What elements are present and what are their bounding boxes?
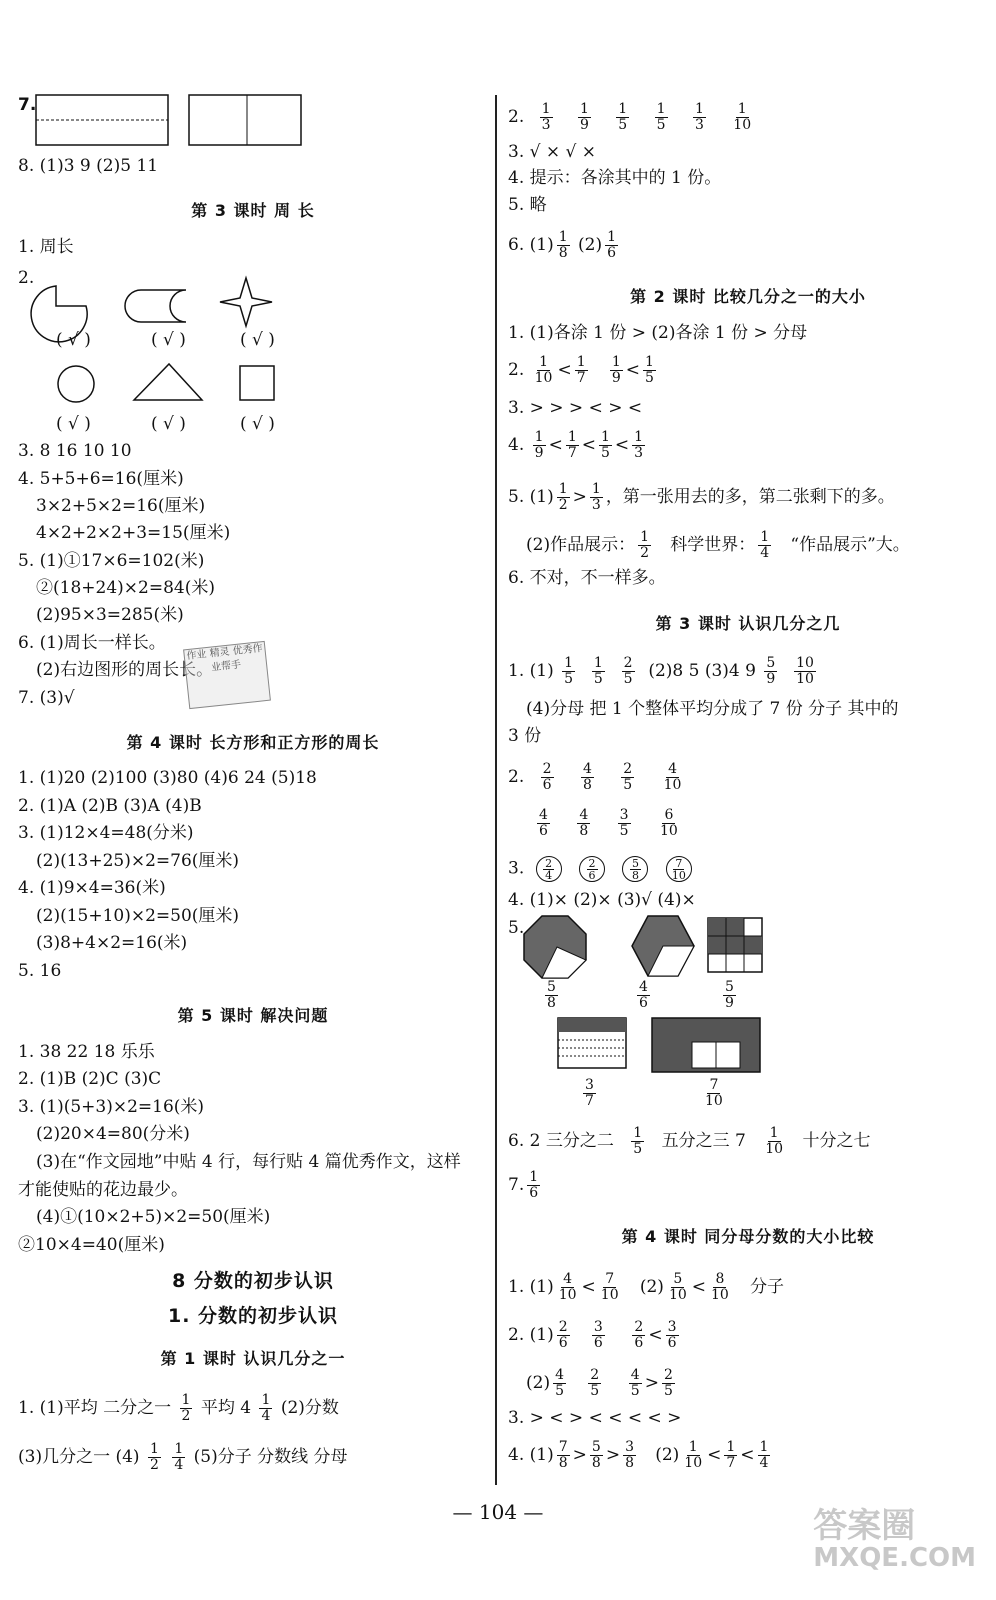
- s2-q1: 1. (1)各涂 1 份 > (2)各涂 1 份 > 分母: [508, 323, 808, 343]
- s2-q6: 6. 不对，不一样多。: [508, 568, 666, 588]
- l3-q6b: (2)右边图形的周长长。: [36, 660, 214, 680]
- l4-q3a: 3. (1)12×4=48(分米): [18, 823, 194, 843]
- l5-q3b: (2)20×4=80(分米): [36, 1124, 190, 1144]
- s3-q3: 3. $\frac{2}{4}$ $\frac{2}{6}$ $\frac{5}{8}$ $\frac{7}{10}$: [508, 856, 698, 882]
- l4-q2: 2. (1)A (2)B (3)A (4)B: [18, 796, 202, 816]
- s3-q2b: $\frac{4}{6}$ $\frac{4}{8}$ $\frac{3}{5}$ $\frac{6}{10}$: [539, 807, 678, 839]
- l3-q1: 1. 周长: [18, 237, 74, 257]
- l4-q3b: (2)(13+25)×2=76(厘米): [36, 851, 240, 871]
- l5-q3f: ②10×4=40(厘米): [18, 1235, 165, 1255]
- l5-q3c: (3)在“作文园地”中贴 4 行，每行贴 4 篇优秀作文，这样: [36, 1152, 461, 1172]
- watermark-logo: 答案圈 MXQE.COM: [813, 1506, 976, 1573]
- s2-q3: 3. > > > < > <: [508, 398, 643, 418]
- heading-lesson-3-perimeter: 第 3 课时 周 长: [191, 201, 315, 220]
- s3-q5-frac-2: $\frac{4}{6}$: [639, 979, 648, 1011]
- s3-q5-frac-5: $\frac{7}{10}$: [705, 1077, 723, 1109]
- fraction: $\frac{1}{2}$: [181, 1392, 191, 1424]
- r-q6: 6. (1) $\frac{1}{8}$ (2) $\frac{1}{6}$: [508, 229, 617, 261]
- r-q5: 5. 略: [508, 195, 547, 215]
- heading-r-lesson-3: 第 3 课时 认识几分之几: [655, 614, 841, 633]
- s2-q5a: 5. (1) $\frac{1}{2}$ > $\frac{1}{3}$ ，第一张用去的多，第二张剩下的多。: [508, 481, 895, 513]
- s2-q4: 4. $\frac{1}{9}$ < $\frac{1}{7}$ < $\frac{1}{5}$ < $\frac{1}{3}$: [508, 429, 644, 461]
- s3-q5-frac-1: $\frac{5}{8}$: [547, 979, 556, 1011]
- mark-4: ( √ ): [56, 414, 91, 434]
- r-q4: 4. 提示：各涂其中的 1 份。: [508, 168, 722, 188]
- stamp-logo: 作业 精灵 优秀作业帮手: [183, 641, 271, 709]
- s3-q5: 5.: [508, 918, 525, 938]
- l3-q4b: 3×2+5×2=16(厘米): [36, 496, 206, 516]
- q8-answer: 8. (1)3 9 (2)5 11: [18, 156, 159, 176]
- l3-q7: 7. (3)√: [18, 688, 75, 708]
- heading-r-lesson-2: 第 2 课时 比较几分之一的大小: [630, 287, 866, 306]
- s4-q1: 1. (1) $\frac{4}{10}$ < $\frac{7}{10}$ (2) $\frac{5}{10}$ < $\frac{8}{10}$ 分子: [508, 1271, 785, 1303]
- heading-lesson-4: 第 4 课时 长方形和正方形的周长: [126, 733, 380, 752]
- mark-3: ( √ ): [240, 330, 275, 350]
- l3-q4c: 4×2+2×2+3=15(厘米): [36, 523, 231, 543]
- mark-5: ( √ ): [151, 414, 186, 434]
- l3-q5c: (2)95×3=285(米): [36, 605, 184, 625]
- l5-q3e: (4)①(10×2+5)×2=50(厘米): [36, 1207, 271, 1227]
- s4-q3: 3. > < > < < < < >: [508, 1408, 682, 1428]
- s3-q1c: (4)分母 把 1 个整体平均分成了 7 份 分子 其中的: [526, 699, 899, 719]
- s3-q1: 1. (1) $\frac{1}{5}$ $\frac{1}{5}$ $\frac{2}{5}$ (2)8 5 (3)4 9 $\frac{5}{9}$ $\frac{10}{10}$: [508, 655, 814, 687]
- fraction: $\frac{1}{2}$: [149, 1441, 159, 1473]
- s3-q5-frac-4: $\frac{3}{7}$: [585, 1077, 594, 1109]
- s3-q1d: 3 份: [508, 726, 542, 746]
- heading-c1: 第 1 课时 认识几分之一: [160, 1349, 346, 1368]
- s3-q4: 4. (1)× (2)× (3)√ (4)×: [508, 890, 696, 910]
- l3-q5b: ②(18+24)×2=84(米): [36, 578, 215, 598]
- mark-1: ( √ ): [56, 330, 91, 350]
- r-q2: 2. $\frac{1}{3}$ $\frac{1}{9}$ $\frac{1}{5}$ $\frac{1}{5}$ $\frac{1}{3}$ $\frac{1}{10}$: [508, 101, 752, 133]
- rectangle-figures: [36, 95, 306, 147]
- q7-label: 7.: [18, 95, 37, 115]
- heading-r-lesson-4: 第 4 课时 同分母分数的大小比较: [621, 1227, 875, 1246]
- l4-q4c: (3)8+4×2=16(米): [36, 933, 188, 953]
- s2-q5b: (2)作品展示： $\frac{1}{2}$ 科学世界： $\frac{1}{4}$ “作品展示”大。: [526, 529, 910, 561]
- l3-q4a: 4. 5+5+6=16(厘米): [18, 469, 184, 489]
- l3-q2: 2.: [18, 268, 35, 288]
- l3-q6a: 6. (1)周长一样长。: [18, 633, 166, 653]
- s4-q4: 4. (1) $\frac{7}{8}$ > $\frac{5}{8}$ > $\frac{3}{8}$ (2) $\frac{1}{10}$ < $\frac{1}{7}$ < $\frac{1}{4}$: [508, 1439, 769, 1471]
- s3-q7: 7. $\frac{1}{6}$: [508, 1169, 539, 1201]
- column-divider: [495, 95, 497, 1485]
- chapter-8-title: 8 分数的初步认识: [172, 1270, 334, 1292]
- mark-2: ( √ ): [151, 330, 186, 350]
- l5-q2: 2. (1)B (2)C (3)C: [18, 1069, 162, 1089]
- l4-q4a: 4. (1)9×4=36(米): [18, 878, 166, 898]
- s4-q2b: (2) $\frac{4}{5}$ $\frac{2}{5}$ $\frac{4}{5}$ > $\frac{2}{5}$: [526, 1367, 673, 1399]
- l5-q1: 1. 38 22 18 乐乐: [18, 1042, 155, 1062]
- fraction: $\frac{1}{4}$: [174, 1441, 184, 1473]
- c1-q1: 1. (1)平均 二分之一 $\frac{1}{2}$ 平均 4 $\frac{1}{4}$ (2)分数: [18, 1392, 339, 1424]
- heading-lesson-5: 第 5 课时 解决问题: [177, 1006, 329, 1025]
- page-number: — 104 —: [452, 1500, 544, 1524]
- l4-q4b: (2)(15+10)×2=50(厘米): [36, 906, 240, 926]
- s3-q5-frac-3: $\frac{5}{9}$: [725, 979, 734, 1011]
- s3-q2a: 2. $\frac{2}{6}$ $\frac{4}{8}$ $\frac{2}{5}$ $\frac{4}{10}$: [508, 761, 682, 793]
- section-1-title: 1. 分数的初步认识: [167, 1305, 339, 1327]
- l5-q3a: 3. (1)(5+3)×2=16(米): [18, 1097, 205, 1117]
- l3-q3: 3. 8 16 10 10: [18, 441, 132, 461]
- s4-q2a: 2. (1) $\frac{2}{6}$ $\frac{3}{6}$ $\frac{2}{6}$ < $\frac{3}{6}$: [508, 1319, 677, 1351]
- s2-q2: 2. $\frac{1}{10}$ < $\frac{1}{7}$ $\frac{1}{9}$ < $\frac{1}{5}$: [508, 354, 654, 386]
- l4-q5: 5. 16: [18, 961, 62, 981]
- l3-q5a: 5. (1)①17×6=102(米): [18, 551, 205, 571]
- mark-6: ( √ ): [240, 414, 275, 434]
- s3-q6: 6. 2 三分之二 $\frac{1}{5}$ 五分之三 7 $\frac{1}{10}$ 十分之七: [508, 1125, 871, 1157]
- l4-q1: 1. (1)20 (2)100 (3)80 (4)6 24 (5)18: [18, 768, 317, 788]
- r-q3: 3. √ × √ ×: [508, 142, 596, 162]
- fraction: $\frac{1}{4}$: [261, 1392, 271, 1424]
- c1-q1b: (3)几分之一 (4) $\frac{1}{2}$ $\frac{1}{4}$ (5)分子 分数线 分母: [18, 1441, 348, 1473]
- l5-q3d: 才能使贴的花边最少。: [18, 1180, 188, 1200]
